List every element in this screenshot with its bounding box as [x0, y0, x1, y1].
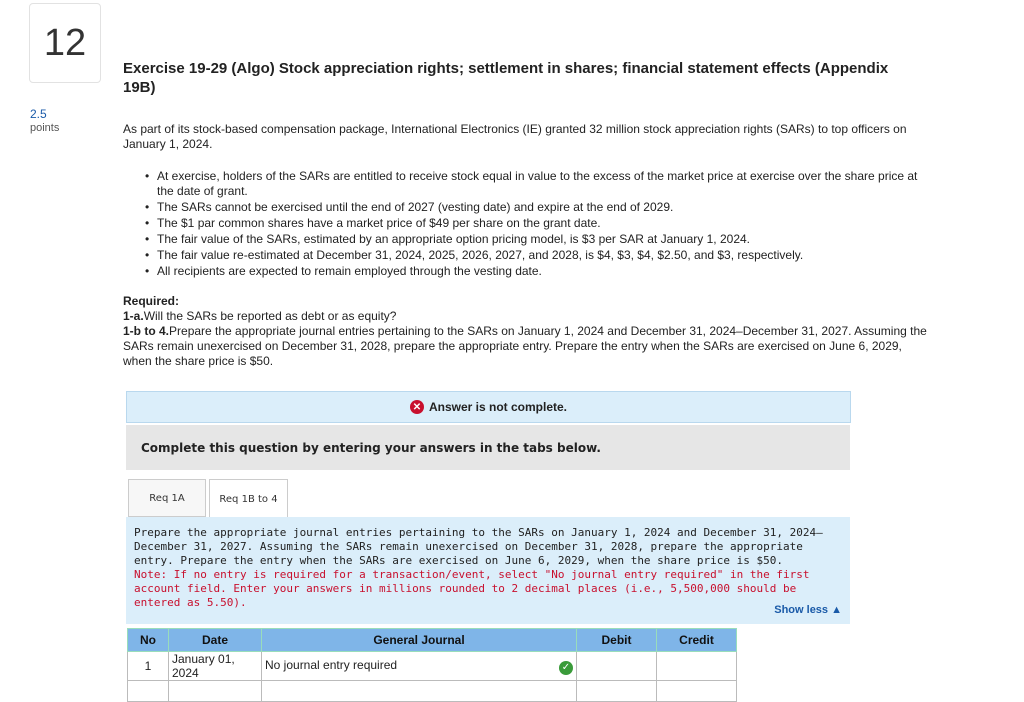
account-select[interactable]	[262, 681, 577, 702]
fact-item: • The $1 par common shares have a market price of $49 per share on the grant date.	[157, 216, 937, 231]
tab-panel	[126, 517, 850, 624]
credit-input[interactable]	[657, 652, 737, 681]
account-select[interactable]: No journal entry required ✓	[262, 652, 577, 681]
panel-instructions: Prepare the appropriate journal entries pertaining to the SARs on January 1, 2024 and December 31, 2024–December 31, 2027. Assuming the SARs remain unexercised on December 31, 2028, prepare the appropriate entry. Prepare the entry when the SARs are exercised on June 6, 2029, when the share price is $50.	[134, 526, 823, 567]
credit-input[interactable]	[657, 681, 737, 702]
req-a-label: 1-a.	[123, 309, 144, 323]
row-no: 1	[128, 652, 169, 681]
show-less-link[interactable]: Show less ▲	[774, 604, 842, 616]
fact-item: • The fair value re-estimated at December 31, 2024, 2025, 2026, 2027, and 2028, is $4, $3, $4, $2.50, and $3, respectively.	[157, 248, 937, 263]
table-row	[128, 681, 737, 702]
req-a-text: Will the SARs be reported as debt or as equity?	[143, 309, 397, 323]
row-no	[128, 681, 169, 702]
table-row	[128, 652, 737, 681]
panel-note: Note: If no entry is required for a transaction/event, select "No journal entry required" in the first account field. Enter your answers in millions rounded to 2 decimal places (i.e., 5,500,000 should be entered as 5.50).	[134, 568, 810, 609]
col-debit: Debit	[577, 629, 657, 652]
date-select[interactable]: January 01, 2024	[169, 652, 262, 681]
points-value: 2.5	[30, 107, 47, 121]
fact-item: • At exercise, holders of the SARs are entitled to receive stock equal in value to the excess of the market price at exercise over the share price at the date of grant.	[157, 169, 937, 199]
facts-list	[157, 169, 937, 280]
tab-req-1a[interactable]: Req 1A	[128, 479, 206, 517]
fact-item: • The fair value of the SARs, estimated by an appropriate option pricing model, is $3 per SAR at January 1, 2024.	[157, 232, 937, 247]
points-label: points	[30, 122, 60, 134]
col-credit: Credit	[657, 629, 737, 652]
question-number: 12	[29, 3, 101, 83]
required-heading: Required:	[123, 294, 180, 308]
answer-status-banner	[126, 391, 851, 423]
col-account: General Journal	[262, 629, 577, 652]
tab-req-1b-to-4[interactable]: Req 1B to 4	[209, 479, 288, 518]
check-icon: ✓	[559, 661, 573, 675]
instructions-bar: Complete this question by entering your answers in the tabs below.	[126, 425, 850, 470]
col-no: No	[128, 629, 169, 652]
fact-item: • All recipients are expected to remain employed through the vesting date.	[157, 264, 937, 279]
col-date: Date	[169, 629, 262, 652]
exercise-title: Exercise 19-29 (Algo) Stock appreciation rights; settlement in shares; financial statement effects (Appendix 19B)	[123, 60, 889, 96]
req-b-text: Prepare the appropriate journal entries pertaining to the SARs on January 1, 2024 and December 31, 2024–December 31, 2027. Assuming the SARs remain unexercised on December 31, 2028, prepare the appropriate entry. Prepare the entry when the SARs are exercised on June 6, 2029, when the share price is $50.	[123, 324, 927, 368]
debit-input[interactable]	[577, 652, 657, 681]
error-x-icon: ✕	[410, 400, 424, 414]
answer-status-text: Answer is not complete.	[428, 400, 568, 414]
req-b-label: 1-b to 4.	[123, 324, 170, 338]
journal-table	[127, 628, 737, 702]
date-select[interactable]	[169, 681, 262, 702]
fact-item: • The SARs cannot be exercised until the end of 2027 (vesting date) and expire at the end of 2029.	[157, 200, 937, 215]
intro-paragraph: As part of its stock-based compensation package, International Electronics (IE) granted 32 million stock appreciation rights (SARs) to top officers on January 1, 2024.	[123, 122, 907, 151]
debit-input[interactable]	[577, 681, 657, 702]
required-section	[123, 294, 933, 369]
